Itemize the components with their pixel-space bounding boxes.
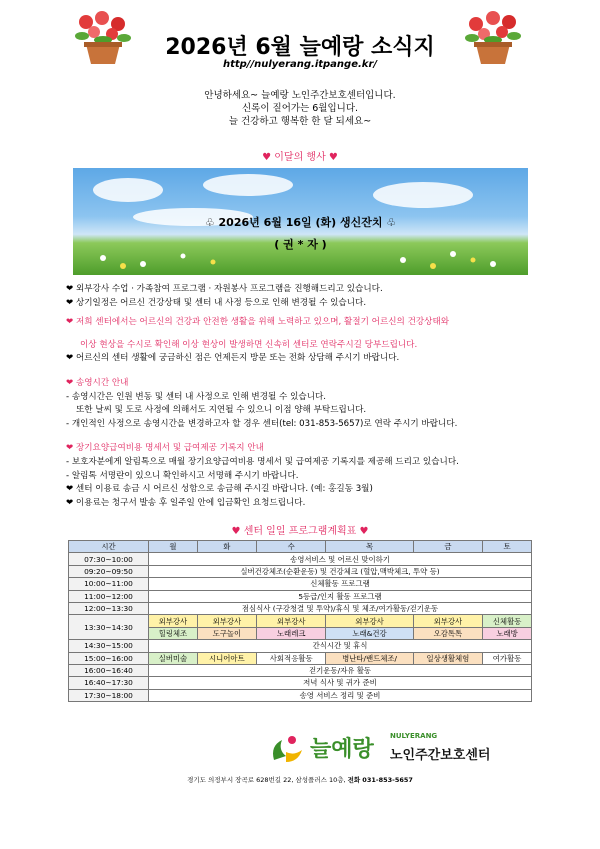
event-section-heading: ♥ 이달의 행사 ♥ [262,152,338,163]
notice-list [66,283,546,510]
time-cell: 13:30~14:30 [69,615,149,640]
time-cell: 10:00~11:00 [69,578,149,590]
heart-icon: ♥ [328,152,338,163]
phone-number: 031-853-5657 [362,776,413,784]
time-cell: 11:00~12:00 [69,590,149,602]
table-row [69,652,532,664]
notice-item: ❤ 외부강사 수업 · 가족참여 프로그램 · 자원봉사 프로그램을 진행해드리고 있습니다. [66,284,383,294]
time-cell: 09:20~09:50 [69,565,149,577]
notice-item: ❤ 상기일정은 어르신 건강상태 및 센터 내 사정 등으로 인해 변경될 수 있습니다. [66,297,367,308]
activity-cell: 힐링체조 [149,627,198,639]
notice-item: 이상 현상을 수시로 확인해 이상 현상이 발생하면 신속히 센터로 연락주시길 당부드립니다. [80,339,418,350]
event-date: ♧ 2026년 6월 16일 (화) 생신잔치 ♧ [204,216,397,229]
time-cell: 12:00~13:30 [69,602,149,614]
table-row [69,677,532,689]
website-link[interactable]: http//nulyerang.itpange.kr/ [222,59,378,70]
activity-cell: 신체활동 프로그램 [149,578,532,590]
heart-icon: ♥ [359,526,369,537]
activity-cell: 외부강사 [326,615,413,627]
table-row [69,602,532,614]
schedule-heading: ♥ 센터 일일 프로그램계획표 ♥ [231,526,369,537]
shuttle-line: - 개인적인 사정으로 송영시간을 변경하고자 할 경우 센터(tel: 031-853-5657)로 연락 주시기 바랍니다. [66,418,458,429]
activity-cell: 외부강사 [413,615,483,627]
activity-cell: 외부강사 [149,615,198,627]
table-header-row [69,541,532,553]
greeting [0,89,600,128]
shuttle-line: - 송영시간은 인원 변동 및 센터 내 사정으로 인해 변경될 수 있습니다. [66,391,327,402]
greeting-line: 늘 건강하고 행복한 한 달 되세요~ [228,116,372,127]
activity-cell: 송영서비스 및 어르신 맞이하기 [149,553,532,565]
activity-cell: 일상생활체험 [413,652,483,664]
activity-cell: 노래레크 [256,627,326,639]
greeting-line: 안녕하세요~ 늘예랑 노인주간보호센터입니다. [204,90,396,101]
time-cell: 16:40~17:30 [69,677,149,689]
notice-item: ❤ 저희 센터에서는 어르신의 건강과 안전한 생활을 위해 노력하고 있으며, 활절기 어르신의 건강상태와 [66,317,450,328]
heart-icon: ♥ [231,526,241,537]
time-cell: 16:00~16:40 [69,664,149,676]
activity-cell: 걷기운동/자유 활동 [149,664,532,676]
col-header: 시간 [69,541,149,553]
table-row [69,640,532,652]
activity-cell: 노래방 [483,627,532,639]
activity-cell: 사회적응활동 [256,652,326,664]
time-cell: 14:30~15:00 [69,640,149,652]
table-row [69,578,532,590]
activity-cell: 실버미술 [149,652,198,664]
schedule-table [68,540,532,702]
time-cell: 07:30~10:00 [69,553,149,565]
activity-cell: 병난타/밴드체조/ [326,652,413,664]
table-row [69,664,532,676]
table-row [69,590,532,602]
shuttle-heading: ❤ 송영시간 안내 [66,377,129,388]
phone-label: 전화 [347,776,361,784]
table-row [69,565,532,577]
logo-subtitle: 노인주간보호센터 [390,748,491,763]
activity-cell: 시니어아트 [197,652,256,664]
table-row [69,615,532,627]
logo-swirl-icon [268,732,308,766]
billing-heading: ❤ 장기요양급여비용 명세서 및 급여제공 기록지 안내 [66,443,264,454]
activity-cell: 신체활동 [483,615,532,627]
address: 경기도 의정부시 장곡로 628번길 22, 삼성플러스 10층, [187,776,346,784]
activity-cell: 오감톡톡 [413,627,483,639]
event-honoree: ( 권 * 자 ) [274,238,327,251]
activity-cell: 노래&건강 [326,627,413,639]
col-header: 금 [413,541,483,553]
col-header: 목 [326,541,413,553]
time-cell: 17:30~18:00 [69,689,149,701]
time-cell: 15:00~16:00 [69,652,149,664]
activity-cell: 도구놀이 [197,627,256,639]
billing-line: - 알림톡 서명란이 있으니 확인하시고 서명해 주시기 바랍니다. [66,470,299,481]
col-header: 수 [256,541,326,553]
activity-cell: 여가활동 [483,652,532,664]
center-logo [268,730,538,770]
notice-item: ❤ 어르신의 센터 생활에 궁금하신 점은 언제든지 방문 또는 전화 상담해 주시기 바랍니다. [66,353,400,364]
shuttle-line: 또한 날씨 및 도로 사정에 의해서도 지연될 수 있으니 이점 양해 부탁드립니다. [76,405,367,416]
col-header: 토 [483,541,532,553]
greeting-line: 신록이 짙어가는 6월입니다. [241,103,359,114]
activity-cell: 외부강사 [256,615,326,627]
event-banner [73,168,528,275]
billing-line: ❤ 센터 이용료 송금 시 어르신 성함으로 송금해 주시길 바랍니다. (예: 홍길동 3월) [66,484,373,495]
col-header: 월 [149,541,198,553]
activity-cell: 간식시간 및 휴식 [149,640,532,652]
logo-english: NULYERANG [390,732,438,740]
activity-cell: 5등급/인지 활동 프로그램 [149,590,532,602]
heart-icon: ♥ [262,152,272,163]
billing-line: - 보호자분에게 알림톡으로 매월 장기요양급여비용 명세서 및 급여제공 기록지를 제공해 드리고 있습니다. [66,456,459,467]
logo-text: 늘예랑 [310,737,374,762]
activity-cell: 외부강사 [197,615,256,627]
activity-cell: 점심식사 (구강청결 및 투약)/휴식 및 체조/여가활동/걷기운동 [149,602,532,614]
address-line [0,775,600,784]
activity-cell: 실버건강체조(순환운동) 및 건강체크 (혈압,맥박체크, 투약 등) [149,565,532,577]
table-row [69,553,532,565]
newsletter-title: 2026년 6월 늘예랑 소식지 [165,35,435,60]
col-header: 화 [197,541,256,553]
activity-cell: 저녁 식사 및 귀가 준비 [149,677,532,689]
table-row [69,689,532,701]
activity-cell: 송영 서비스 정리 및 준비 [149,689,532,701]
billing-line: ❤ 이용료는 청구서 발송 후 일주일 안에 입금확인 요청드립니다. [66,497,306,508]
